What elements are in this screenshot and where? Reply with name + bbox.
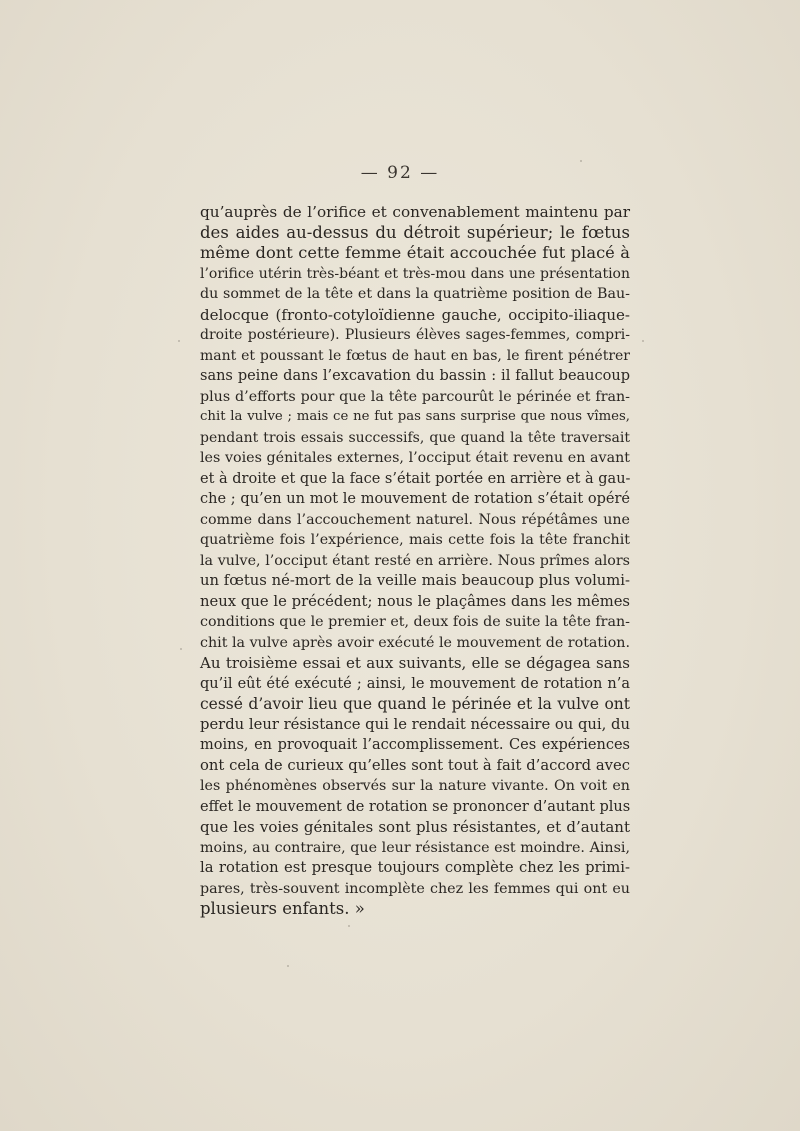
page-number: — 92 — [360,163,440,183]
text-line: conditions que le premier et, deux fois de suite la tête fran- [200,614,630,630]
text-line: chit la vulve ; mais ce ne fut pas sans surprise que nous vîmes, [200,409,630,424]
text-line: che ; qu’en un mot le mouvement de rotation s’était opéré [200,491,630,507]
text-line: les phénomènes observés sur la nature vivante. On voit en [200,778,630,794]
text-line: plusieurs enfants. » [200,899,365,918]
text-line: cessé d’avoir lieu que quand le périnée et la vulve ont [200,695,630,713]
text-line: perdu leur résistance qui le rendait nécessaire ou qui, du [200,715,630,733]
text-line: plus d’efforts pour que la tête parcourût le périnée et fran- [200,388,630,405]
paper-speck [178,340,180,342]
text-line: delocque (fronto-cotyloïdienne gauche, occipito-iliaque- [200,305,630,324]
text-line: quatrième fois l’expérience, mais cette fois la tête franchit [200,532,630,548]
text-line: qu’il eût été exécuté ; ainsi, le mouvement de rotation n’a [200,675,630,692]
text-line: mant et poussant le fœtus de haut en bas, le firent pénétrer [200,347,630,364]
text-line: des aides au-dessus du détroit supérieur; le fœtus [200,222,630,242]
text-line: Au troisième essai et aux suivants, elle se dégagea sans [200,654,630,672]
text-line: chit la vulve après avoir exécuté le mouvement de rotation. [200,634,630,651]
text-line: effet le mouvement de rotation se prononcer d’autant plus [200,798,631,815]
text-line: pares, très-souvent incomplète chez les femmes qui ont eu [200,880,630,897]
text-line: les voies génitales externes, l’occiput était revenu en avant [200,450,630,466]
text-line: la vulve, l’occiput étant resté en arrière. Nous prîmes alors [200,552,630,569]
body-text [200,202,630,920]
text-line: que les voies génitales sont plus résistantes, et d’autant [200,818,630,836]
text-line: même dont cette femme était accouchée fut placé à [200,243,630,262]
text-line: droite postérieure). Plusieurs élèves sages-femmes, compri- [200,327,630,343]
text-line: du sommet de la tête et dans la quatrième position de Bau- [200,286,630,302]
paper-speck [580,160,582,162]
paper-speck [348,925,350,927]
text-line: la rotation est presque toujours complète chez les primi- [200,859,630,876]
text-line: un fœtus né-mort de la veille mais beaucoup plus volumi- [200,572,630,589]
text-line: sans peine dans l’excavation du bassin : il fallut beaucoup [200,368,630,384]
text-line: neux que le précédent; nous le plaçâmes dans les mêmes [200,592,630,610]
text-line: et à droite et que la face s’était portée en arrière et à gau- [200,470,631,487]
paper-speck [180,648,182,650]
text-line: l’orifice utérin très-béant et très-mou dans une présentation [200,265,630,282]
text-line: ont cela de curieux qu’elles sont tout à fait d’accord avec [200,756,630,774]
paper-speck [287,965,289,967]
text-line: qu’auprès de l’orifice et convenablement maintenu par [200,203,630,221]
text-line: pendant trois essais successifs, que quand la tête traversait [200,429,630,446]
text-line: comme dans l’accouchement naturel. Nous répétâmes une [200,511,630,528]
paper-speck [642,340,644,342]
text-line: moins, au contraire, que leur résistance est moindre. Ainsi, [200,839,630,856]
text-line: moins, en provoquait l’accomplissement. Ces expériences [200,737,630,753]
